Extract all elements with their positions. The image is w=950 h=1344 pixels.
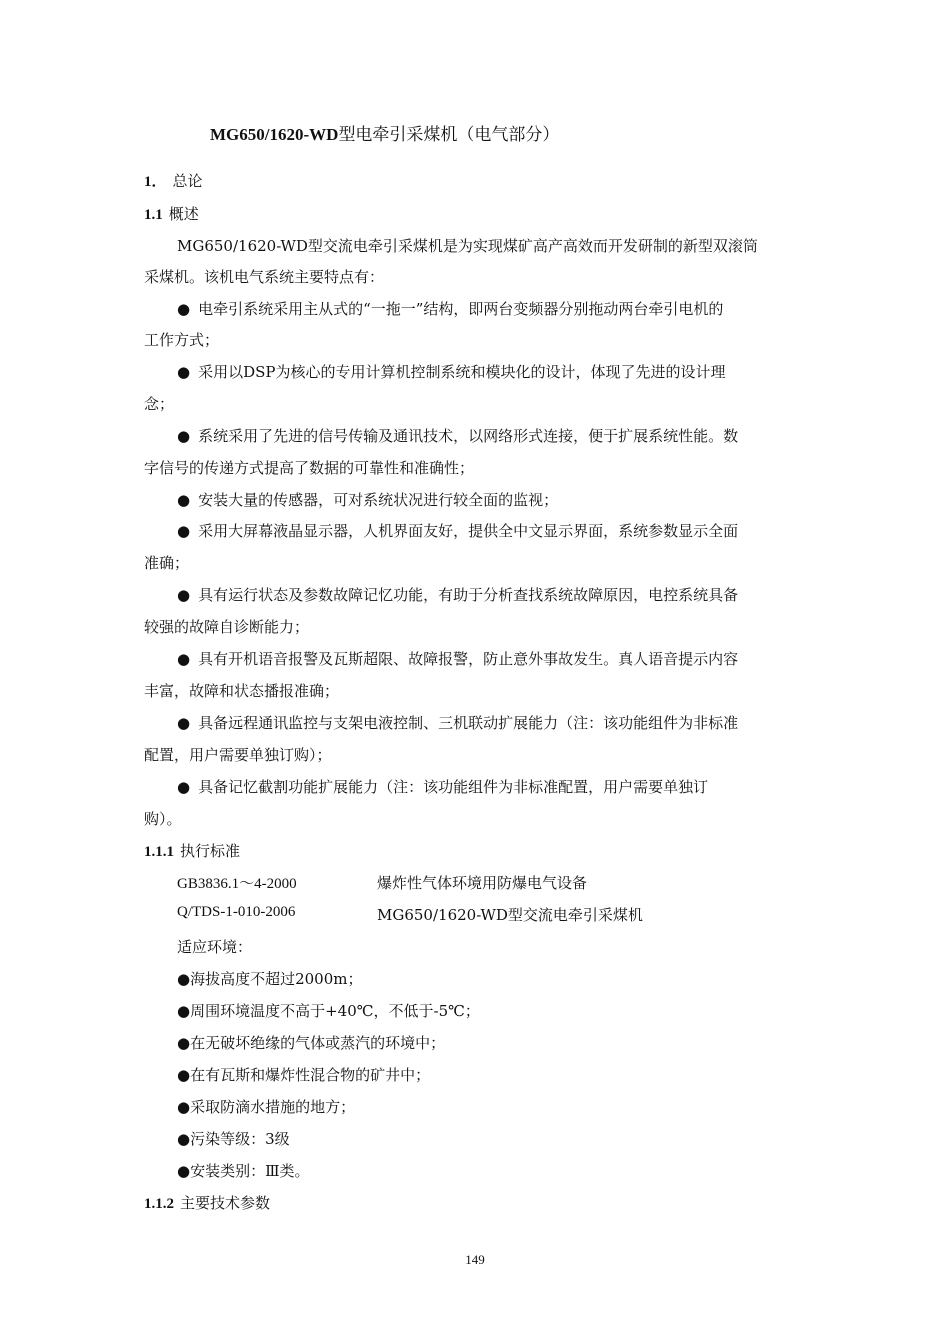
feature-bullet	[177, 520, 738, 541]
bullet-icon: ●	[177, 714, 191, 732]
section-number: 1.1.1	[144, 844, 174, 860]
environment-item: ●污染等级：3级	[177, 1130, 290, 1148]
section-title: 主要技术参数	[180, 1194, 271, 1212]
section-1-heading	[144, 170, 203, 191]
feature-bullet	[177, 361, 726, 382]
bullet-text: 采用大屏幕液晶显示器，人机界面友好，提供全中文显示界面，系统参数显示全面	[198, 522, 739, 540]
feature-bullet	[177, 776, 708, 797]
bullet-text: 系统采用了先进的信号传输及通讯技术，以网络形式连接，便于扩展系统性能。数	[198, 427, 739, 445]
feature-bullet-cont: 购）。	[144, 810, 182, 828]
title-rest: 型电牵引采煤机（电气部分）	[338, 125, 560, 145]
bullet-icon: ●	[177, 522, 191, 540]
standard-code: GB3836.1～4-2000	[177, 876, 297, 892]
bullet-text: 具有运行状态及参数故障记忆功能，有助于分析查找系统故障原因，电控系统具备	[198, 586, 739, 604]
bullet-icon: ●	[177, 491, 191, 509]
standard-name: MG650/1620-WD型交流电牵引采煤机	[377, 906, 643, 924]
environment-item: ●在有瓦斯和爆炸性混合物的矿井中；	[177, 1066, 431, 1084]
section-number: 1．	[144, 174, 167, 190]
section-number: 1.1.2	[144, 1196, 174, 1212]
environment-item: ●海拔高度不超过2000m；	[177, 970, 363, 988]
feature-bullet	[177, 584, 738, 605]
page-number: 149	[465, 1252, 485, 1267]
bullet-text: 安装大量的传感器，可对系统状况进行较全面的监视；	[198, 491, 559, 509]
section-1-1-1-heading	[144, 840, 240, 861]
feature-bullet	[177, 298, 723, 319]
feature-bullet-cont: 念；	[144, 395, 175, 413]
bullet-text: 采用以DSP为核心的专用计算机控制系统和模块化的设计，体现了先进的设计理	[198, 363, 726, 381]
bullet-icon: ●	[177, 650, 191, 668]
feature-bullet	[177, 425, 738, 446]
bullet-text: 电牵引系统采用主从式的“一拖一”结构，即两台变频器分别拖动两台牵引电机的	[198, 300, 724, 318]
page-title	[210, 120, 559, 145]
section-title: 执行标准	[180, 842, 241, 860]
intro-line-1: MG650/1620-WD型交流电牵引采煤机是为实现煤矿高产高效而开发研制的新型双滚筒	[177, 237, 758, 255]
bullet-icon: ●	[177, 363, 191, 381]
environment-label: 适应环境：	[177, 938, 253, 956]
feature-bullet	[177, 648, 738, 669]
standard-code: Q/TDS-1-010-2006	[177, 904, 296, 920]
environment-item: ●周围环境温度不高于+40℃，不低于-5℃；	[177, 1002, 480, 1020]
standard-name: 爆炸性气体环境用防爆电气设备	[377, 874, 588, 892]
section-1-1-2-heading	[144, 1192, 270, 1213]
section-title: 概述	[168, 205, 199, 223]
section-title: 总论	[172, 172, 203, 190]
feature-bullet	[177, 712, 738, 733]
bullet-icon: ●	[177, 427, 191, 445]
feature-bullet-cont: 字信号的传递方式提高了数据的可靠性和准确性；	[144, 459, 475, 477]
feature-bullet-cont: 较强的故障自诊断能力；	[144, 618, 310, 636]
environment-item: ●在无破坏绝缘的气体或蒸汽的环境中；	[177, 1034, 446, 1052]
feature-bullet	[177, 489, 558, 510]
section-number: 1.1	[144, 207, 163, 223]
bullet-icon: ●	[177, 586, 191, 604]
bullet-text: 具备远程通讯监控与支架电液控制、三机联动扩展能力（注：该功能组件为非标准	[198, 714, 739, 732]
bullet-icon: ●	[177, 300, 191, 318]
feature-bullet-cont: 丰富，故障和状态播报准确；	[144, 682, 340, 700]
feature-bullet-cont: 工作方式；	[144, 331, 220, 349]
feature-bullet-cont: 配置，用户需要单独订购）；	[144, 746, 332, 764]
bullet-icon: ●	[177, 778, 191, 796]
environment-item: ●采取防滴水措施的地方；	[177, 1098, 356, 1116]
bullet-text: 具备记忆截割功能扩展能力（注：该功能组件为非标准配置，用户需要单独订	[198, 778, 709, 796]
section-1-1-heading	[144, 203, 199, 224]
title-model: MG650/1620-WD	[210, 125, 339, 144]
intro-line-2: 采煤机。该机电气系统主要特点有：	[144, 268, 385, 286]
bullet-text: 具有开机语音报警及瓦斯超限、故障报警，防止意外事故发生。真人语音提示内容	[198, 650, 739, 668]
environment-item: ●安装类别：Ⅲ类。	[177, 1162, 310, 1180]
feature-bullet-cont: 准确；	[144, 554, 190, 572]
